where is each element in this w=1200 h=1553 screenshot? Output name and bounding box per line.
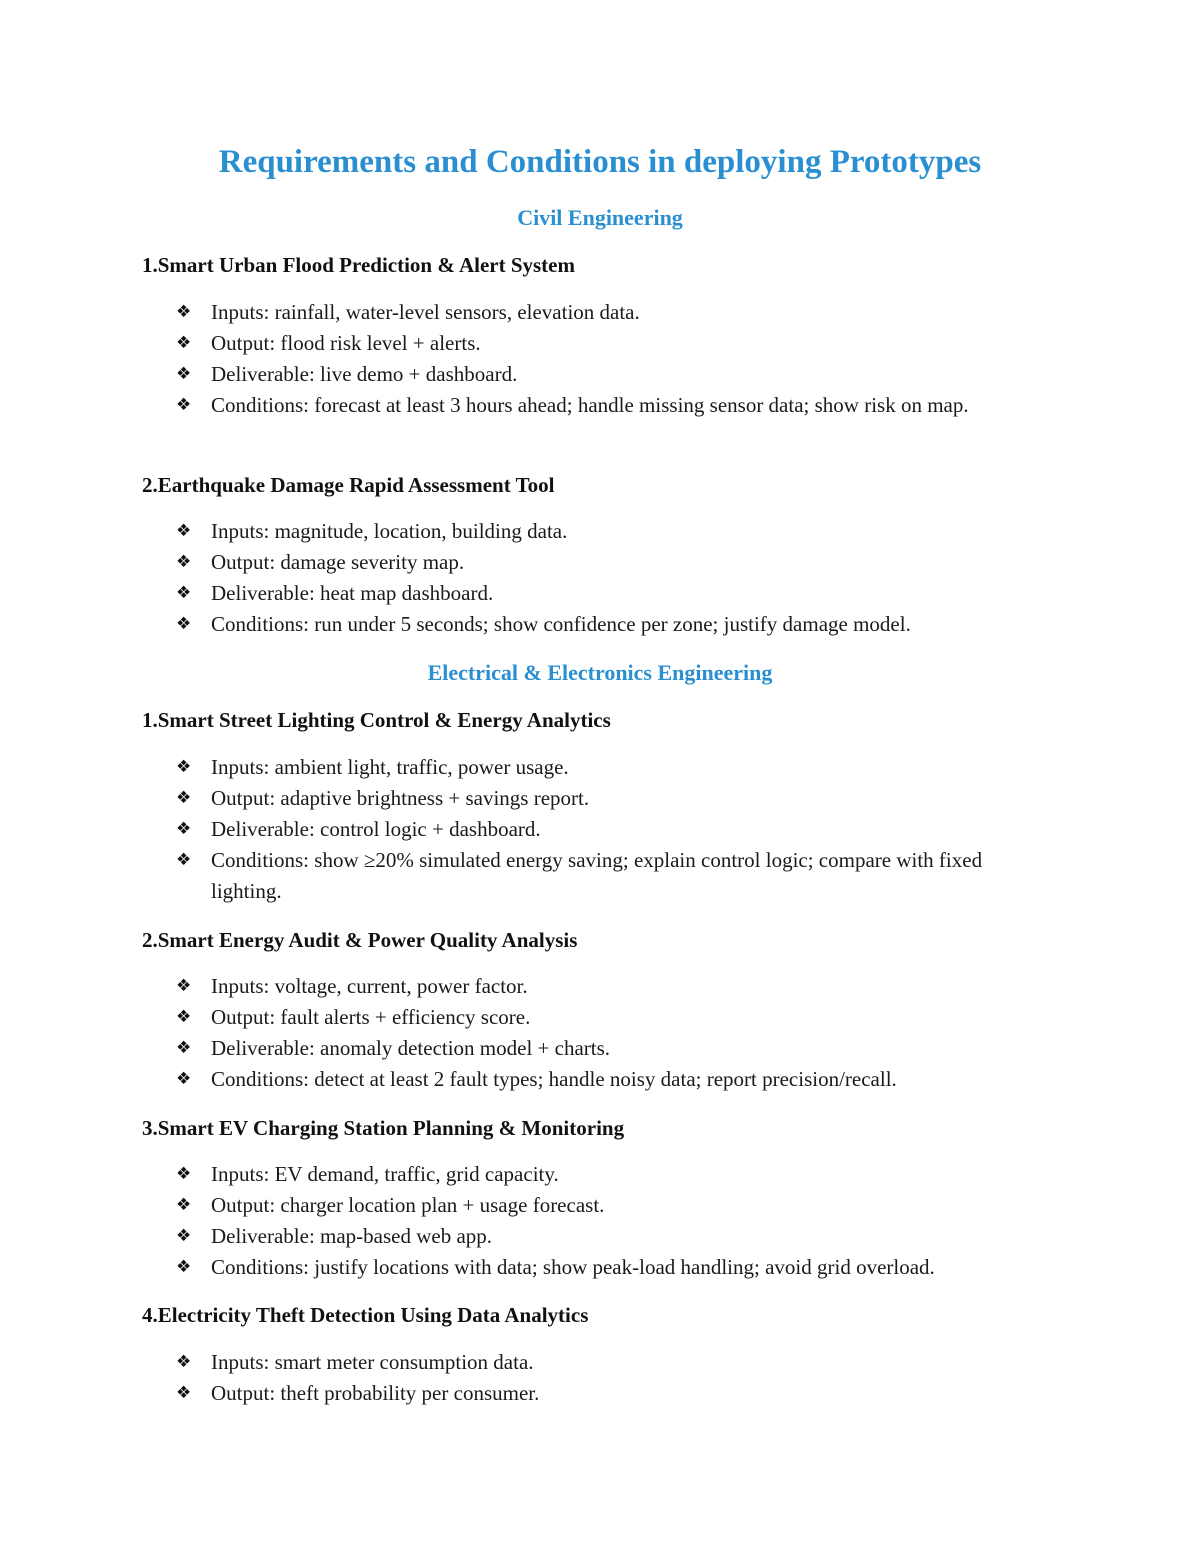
bullet-text: Output: fault alerts + efficiency score. bbox=[211, 1005, 531, 1029]
bullet-text: Output: flood risk level + alerts. bbox=[211, 331, 481, 355]
four-diamond-bullet-icon: ❖ bbox=[176, 850, 192, 870]
bullet-text: Conditions: forecast at least 3 hours ahead; handle missing sensor data; show risk on map. bbox=[211, 393, 969, 417]
four-diamond-bullet-icon: ❖ bbox=[176, 1069, 192, 1089]
four-diamond-bullet-icon: ❖ bbox=[176, 583, 192, 603]
bullet-item bbox=[176, 1221, 1046, 1252]
item-heading-ev-charging: 3.Smart EV Charging Station Planning & Monitoring bbox=[142, 1116, 625, 1140]
bullet-text: Inputs: magnitude, location, building data. bbox=[211, 519, 568, 543]
four-diamond-bullet-icon: ❖ bbox=[176, 1352, 192, 1372]
four-diamond-bullet-icon: ❖ bbox=[176, 521, 192, 541]
four-diamond-bullet-icon: ❖ bbox=[176, 1164, 192, 1184]
four-diamond-bullet-icon: ❖ bbox=[176, 1007, 192, 1027]
bullet-text: Deliverable: anomaly detection model + charts. bbox=[211, 1036, 611, 1060]
four-diamond-bullet-icon: ❖ bbox=[176, 302, 192, 322]
bullet-text: Inputs: voltage, current, power factor. bbox=[211, 974, 528, 998]
bullet-item bbox=[176, 1033, 1046, 1064]
bullet-text: Output: damage severity map. bbox=[211, 550, 465, 574]
bullet-text: Conditions: run under 5 seconds; show confidence per zone; justify damage model. bbox=[211, 612, 911, 636]
bullet-item bbox=[176, 1347, 1046, 1378]
bullet-text: Output: theft probability per consumer. bbox=[211, 1381, 540, 1405]
four-diamond-bullet-icon: ❖ bbox=[176, 1257, 192, 1277]
bullet-item bbox=[176, 609, 1046, 640]
four-diamond-bullet-icon: ❖ bbox=[176, 976, 192, 996]
bullet-text: Inputs: ambient light, traffic, power usage. bbox=[211, 755, 569, 779]
bullet-item bbox=[176, 359, 1046, 390]
item-heading-theft-detection: 4.Electricity Theft Detection Using Data Analytics bbox=[142, 1303, 589, 1327]
four-diamond-bullet-icon: ❖ bbox=[176, 1226, 192, 1246]
item-heading-flood-prediction: 1.Smart Urban Flood Prediction & Alert System bbox=[142, 253, 575, 277]
bullet-item bbox=[176, 547, 1046, 578]
bullet-text: Output: adaptive brightness + savings report. bbox=[211, 786, 590, 810]
item-heading-energy-audit: 2.Smart Energy Audit & Power Quality Analysis bbox=[142, 928, 578, 952]
bullet-text: Deliverable: control logic + dashboard. bbox=[211, 817, 541, 841]
four-diamond-bullet-icon: ❖ bbox=[176, 364, 192, 384]
section-heading-civil-engineering: Civil Engineering bbox=[517, 205, 683, 230]
bullet-item bbox=[176, 516, 1046, 547]
bullet-text: Inputs: smart meter consumption data. bbox=[211, 1350, 534, 1374]
section-heading-electrical-engineering: Electrical & Electronics Engineering bbox=[427, 660, 773, 685]
four-diamond-bullet-icon: ❖ bbox=[176, 395, 192, 415]
bullet-item bbox=[176, 578, 1046, 609]
bullet-text: Conditions: justify locations with data; show peak-load handling; avoid grid overload. bbox=[211, 1255, 935, 1279]
bullet-item bbox=[176, 783, 1046, 814]
bullet-item bbox=[176, 1190, 1046, 1221]
bullet-item bbox=[176, 1378, 1046, 1409]
bullet-item bbox=[176, 814, 1046, 845]
bullet-item bbox=[176, 1252, 1046, 1283]
bullet-text: Deliverable: heat map dashboard. bbox=[211, 581, 494, 605]
bullet-text: Conditions: detect at least 2 fault types; handle noisy data; report precision/recall. bbox=[211, 1067, 897, 1091]
four-diamond-bullet-icon: ❖ bbox=[176, 1383, 192, 1403]
bullet-list-energy-audit bbox=[176, 971, 1046, 1095]
bullet-item bbox=[176, 845, 1046, 907]
bullet-list-street-lighting bbox=[176, 752, 1046, 907]
four-diamond-bullet-icon: ❖ bbox=[176, 757, 192, 777]
four-diamond-bullet-icon: ❖ bbox=[176, 614, 192, 634]
bullet-item bbox=[176, 1002, 1046, 1033]
bullet-item bbox=[176, 390, 1046, 421]
bullet-text: Inputs: rainfall, water-level sensors, elevation data. bbox=[211, 300, 640, 324]
bullet-list-ev-charging bbox=[176, 1159, 1046, 1283]
item-heading-street-lighting: 1.Smart Street Lighting Control & Energy Analytics bbox=[142, 708, 611, 732]
four-diamond-bullet-icon: ❖ bbox=[176, 788, 192, 808]
bullet-item bbox=[176, 1064, 1046, 1095]
four-diamond-bullet-icon: ❖ bbox=[176, 552, 192, 572]
bullet-list-theft-detection bbox=[176, 1347, 1046, 1409]
bullet-text: Inputs: EV demand, traffic, grid capacity. bbox=[211, 1162, 559, 1186]
four-diamond-bullet-icon: ❖ bbox=[176, 819, 192, 839]
bullet-item bbox=[176, 971, 1046, 1002]
bullet-item bbox=[176, 1159, 1046, 1190]
bullet-text: Conditions: show ≥20% simulated energy saving; explain control logic; compare with fixed lighting. bbox=[211, 848, 983, 903]
four-diamond-bullet-icon: ❖ bbox=[176, 333, 192, 353]
document-title: Requirements and Conditions in deploying Prototypes bbox=[218, 144, 982, 180]
four-diamond-bullet-icon: ❖ bbox=[176, 1195, 192, 1215]
bullet-text: Deliverable: map-based web app. bbox=[211, 1224, 493, 1248]
bullet-item bbox=[176, 328, 1046, 359]
four-diamond-bullet-icon: ❖ bbox=[176, 1038, 192, 1058]
bullet-item bbox=[176, 297, 1046, 328]
bullet-list-earthquake-assessment bbox=[176, 516, 1046, 640]
bullet-text: Output: charger location plan + usage forecast. bbox=[211, 1193, 605, 1217]
bullet-text: Deliverable: live demo + dashboard. bbox=[211, 362, 518, 386]
bullet-item bbox=[176, 752, 1046, 783]
bullet-list-flood-prediction bbox=[176, 297, 1046, 421]
item-heading-earthquake-assessment: 2.Earthquake Damage Rapid Assessment Tool bbox=[142, 473, 555, 497]
